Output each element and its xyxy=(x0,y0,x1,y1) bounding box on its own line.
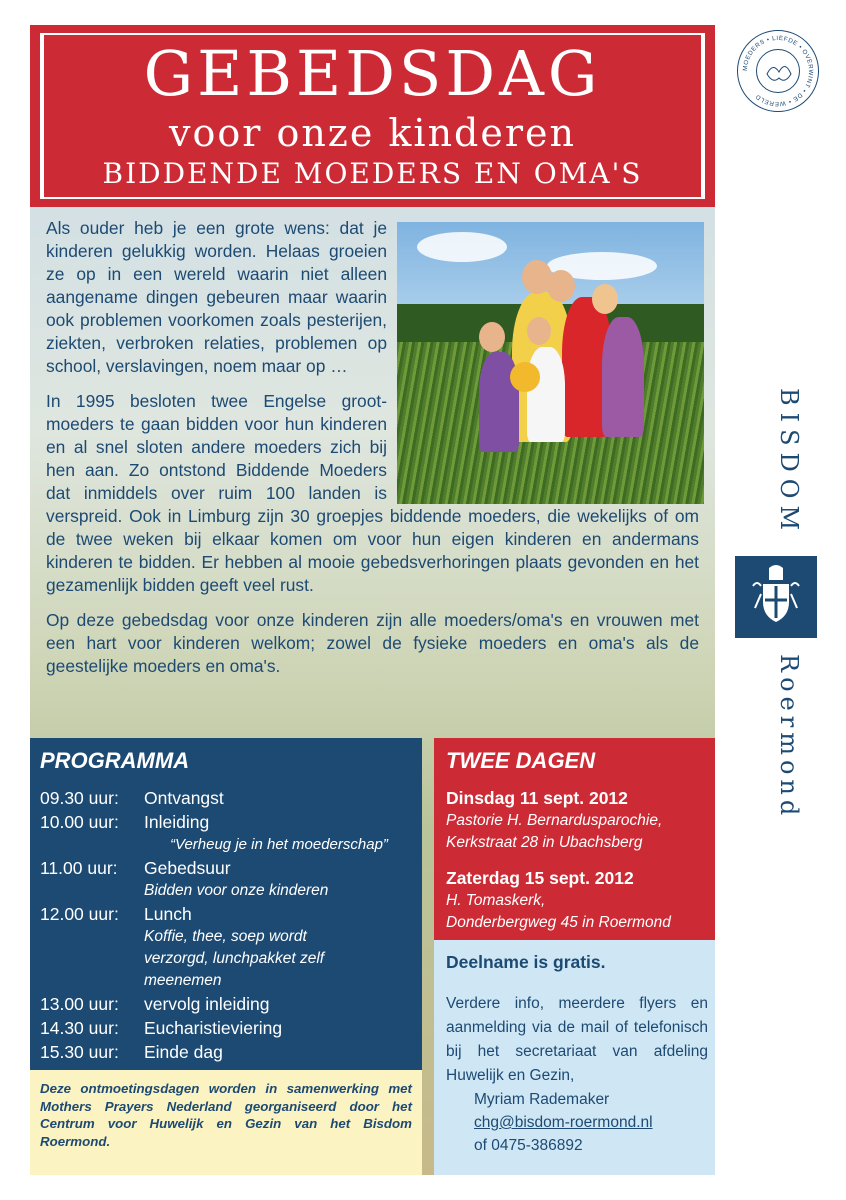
day2-location: H. Tomaskerk, xyxy=(446,892,546,909)
programma-name: vervolg inleiding xyxy=(144,994,270,1014)
programma-time: 14.30 uur: xyxy=(40,1018,119,1038)
programma-item xyxy=(40,810,420,834)
deelname-panel xyxy=(434,940,715,1175)
roermond-wordmark: Roermond xyxy=(775,654,803,821)
header-banner xyxy=(30,25,715,207)
programma-time: 11.00 uur: xyxy=(40,858,118,878)
poster xyxy=(30,25,715,1175)
contact-block xyxy=(474,1088,653,1157)
programma-time: 15.30 uur: xyxy=(40,1042,119,1062)
programma-note: Koffie, thee, soep wordt verzorgd, lunchpakket zelf meenemen xyxy=(144,928,325,989)
programma-time: 09.30 uur: xyxy=(40,788,119,808)
seal-text-ring xyxy=(737,30,819,112)
day2-date: Zaterdag 15 sept. 2012 xyxy=(446,868,634,888)
day2-address: Donderbergweg 45 in Roermond xyxy=(446,914,671,931)
programma-note: “Verheug je in het moederschap” xyxy=(170,836,388,853)
programma-name: Eucharistieviering xyxy=(144,1018,283,1038)
programma-name: Ontvangst xyxy=(144,788,224,808)
programma-panel xyxy=(30,738,422,1070)
seal-text: MOEDERS • LIEFDE • OVERWINT • DE • WERELD xyxy=(741,34,815,108)
deelname-text: Verdere info, meerdere flyers en aanmelding via de mail of telefonisch bij het secretariaat van afdeling Huwelijk en Gezin, xyxy=(446,995,708,1084)
contact-phone: of 0475-386892 xyxy=(474,1137,583,1154)
twee-dagen-panel xyxy=(434,738,715,940)
programma-item xyxy=(40,992,420,1016)
page-subtitle: voor onze kinderen xyxy=(168,111,576,155)
programma-item xyxy=(40,1040,420,1064)
contact-email-link[interactable]: chg@bisdom-roermond.nl xyxy=(474,1114,653,1131)
day1-date: Dinsdag 11 sept. 2012 xyxy=(446,788,628,808)
intro-paragraph-3: Op deze gebedsdag voor onze kinderen zijn alle moeders/oma's en vrouwen met een hart voor kinderen welkom; zowel de fysieke moeders en oma's als de geestelijke moeders en oma's. xyxy=(46,610,699,676)
programma-name: Lunch xyxy=(144,904,192,924)
programma-name: Gebedsuur xyxy=(144,858,231,878)
day1-address: Kerkstraat 28 in Ubachsberg xyxy=(446,834,643,851)
programma-title: PROGRAMMA xyxy=(40,748,190,773)
programma-time: 10.00 uur: xyxy=(40,812,119,832)
twee-dagen-title: TWEE DAGEN xyxy=(446,748,596,773)
programma-note: Bidden voor onze kinderen xyxy=(144,882,329,899)
intro-paragraph-1: Als ouder heb je een grote wens: dat je kinderen gelukkig worden. Helaas groeien ze op in een wereld waarin niet alleen aangename dingen gebeuren maar waarin ook problemen voorkomen zoals pesterijen, ziekten, verbroken relaties, problemen op school, verslavingen, noem maar op … xyxy=(46,218,387,376)
day1-location: Pastorie H. Bernardusparochie, xyxy=(446,812,663,829)
page-subtitle-2: BIDDENDE MOEDERS EN OMA'S xyxy=(102,157,643,190)
coat-of-arms-icon xyxy=(735,556,817,638)
deelname-title: Deelname is gratis. xyxy=(446,952,606,972)
bisdom-wordmark: BISDOM xyxy=(775,388,803,538)
programma-item xyxy=(40,786,420,810)
programma-name: Einde dag xyxy=(144,1042,223,1062)
programma-list xyxy=(40,786,420,1064)
programma-name: Inleiding xyxy=(144,812,210,832)
bottom-note: Deze ontmoetingsdagen worden in samenwerking met Mothers Prayers Nederland georganiseerd door het Centrum voor Huwelijk en Gezin van het Bisdom Roermond. xyxy=(30,1070,422,1175)
mothers-prayers-seal xyxy=(737,30,819,112)
programma-item xyxy=(40,902,420,926)
intro-paragraph-2: In 1995 besloten twee Engelse groot-moeders te gaan bidden voor hun kinderen en al snel sloten andere moeders zich bij hen aan. Zo ontstond Biddende Moeders dat inmiddels over ruim 100 landen is verspreid. Ook in Limburg zijn 30 groepjes biddende moeders, die wekelijks of om de twee weken bij elkaar komen om voor hun eigen kinderen en andermans kinderen te bidden. Er hebben al mooie gebedsverhoringen plaats gevonden en het gezamenlijk bidden geeft veel rust. xyxy=(46,391,699,595)
programma-time: 13.00 uur: xyxy=(40,994,119,1014)
programma-time: 12.00 uur: xyxy=(40,904,119,924)
programma-item xyxy=(40,856,420,880)
intro-text xyxy=(46,217,699,690)
contact-name: Myriam Rademaker xyxy=(474,1091,610,1108)
page-title: GEBEDSDAG xyxy=(143,37,602,110)
programma-item xyxy=(40,1016,420,1040)
